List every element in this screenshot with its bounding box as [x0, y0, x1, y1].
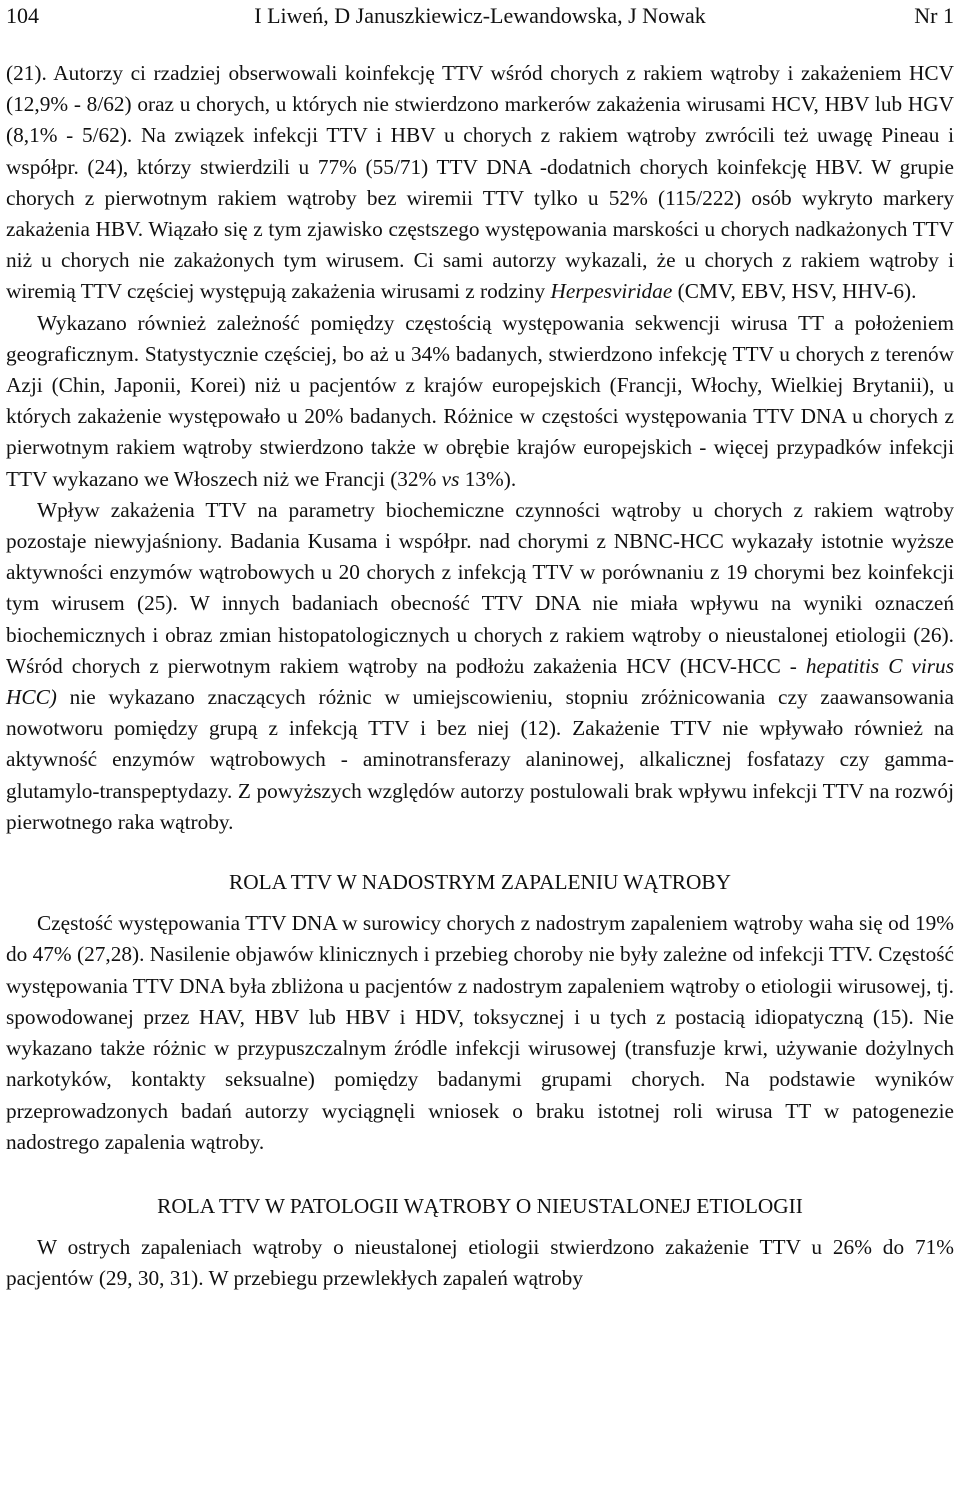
paragraph-1-end: (CMV, EBV, HSV, HHV-6). — [672, 279, 917, 304]
running-authors: I Liweń, D Januszkiewicz-Lewandowska, J Nowak — [254, 3, 706, 28]
paragraph-1 — [6, 58, 954, 308]
paragraph-1-text: (21). Autorzy ci rzadziej obserwowali koinfekcję TTV wśród chorych z rakiem wątroby i zakażeniem HCV (12,9% - 8/62) oraz u chorych, u których nie stwierdzono markerów zakażenia wirusami HCV, HBV lub HGV (8,1% - 5/62). Na związek infekcji TTV i HBV u chorych z rakiem wątroby zwrócili też uwagę Pineau i współpr. (24), którzy stwierdzili u 77% (55/71) TTV DNA -dodatnich chorych koinfekcję HBV. W grupie chorych z pierwotnym rakiem wątroby bez wiremii TTV tylko u 52% (115/222) osób wykryto markery zakażenia HBV. Wiązało się z tym zjawisko częstszego występowania marskości u chorych nadkażonych TTV niż u chorych nie zakażonych tym wirusem. Ci sami autorzy wykazali, że u chorych z rakiem wątroby i wiremią TTV częściej występują zakażenia wirusami z rodziny — [6, 61, 954, 304]
paragraph-3-italic: hepatitis C virus HCC) — [6, 653, 954, 710]
paragraph-2-italic: vs — [441, 466, 460, 491]
paragraph-1-italic: Herpesviridae — [550, 279, 673, 304]
section-heading-unknown-etiology: ROLA TTV W PATOLOGII WĄTROBY O NIEUSTALONEJ ETIOLOGII — [157, 1193, 803, 1218]
running-header — [6, 2, 954, 30]
section-heading-acute-hepatitis: ROLA TTV W NADOSTRYM ZAPALENIU WĄTROBY — [229, 870, 731, 895]
paragraph-4: Częstość występowania TTV DNA w surowicy chorych z nadostrym zapaleniem wątroby waha się od 19% do 47% (27,28). Nasilenie objawów klinicznych i przebieg choroby nie były zależne od infekcji TTV. Częstość występowania TTV DNA była zbliżona u pacjentów z nadostrym zapaleniem wątroby o etiologii wirusowej, tj. spowodowanej przez HAV, HBV lub HBV i HDV, toksycznej i u tych z postacią idiopatyczną (15). Nie wykazano także różnic w przypuszczalnym źródle infekcji wirusowej (transfuzje krwi, używanie dożylnych narkotyków, kontakty seksualne) pomiędzy badanymi grupami chorych. Na podstawie wyników przeprowadzonych badań autorzy wyciągnęli wniosek o braku istotnej roli wirusa TT w patogenezie nadostrego zapalenia wątroby. — [6, 911, 954, 1154]
paragraph-5: W ostrych zapaleniach wątroby o nieustalonej etiologii stwierdzono zakażenie TTV u 26% do 71% pacjentów (29, 30, 31). W przebiegu przewlekłych zapaleń wątroby — [6, 1235, 954, 1291]
paragraph-2 — [6, 308, 954, 495]
issue-number: Nr 1 — [914, 3, 954, 28]
paragraph-2-text: Wykazano również zależność pomiędzy częstością występowania sekwencji wirusa TT a położeniem geograficznym. Statystycznie częściej, bo aż u 34% badanych, stwierdzono infekcję TTV u chorych z terenów Azji (Chin, Japonii, Korei) niż u pacjentów z krajów europejskich (Francji, Włochy, Wielkiej Brytanii), u których zakażenie występowało u 20% badanych. Różnice w częstości występowania TTV DNA u chorych z pierwotnym rakiem wątroby stwierdzono także w obrębie krajów europejskich - więcej przypadków infekcji TTV wykazano we Włoszech niż we Francji (32% — [6, 310, 954, 491]
paragraph-2-end: 13%). — [459, 466, 517, 491]
page-number: 104 — [6, 3, 39, 28]
paragraph-3 — [6, 495, 954, 838]
paragraph-3-end: nie wykazano znaczących różnic w umiejscowieniu, stopniu zróżnicowania czy zaawansowania nowotworu pomiędzy grupą z infekcją TTV i bez niej (12). Zakażenie TTV nie wpływało również na aktywność enzymów wątrobowych - aminotransferazy alaninowej, alkalicznej fosfatazy czy gamma-glutamylo-transpeptydazy. Z powyższych względów autorzy postulowali brak wpływu infekcji TTV na rozwój pierwotnego raka wątroby. — [6, 685, 954, 834]
paragraph-3-text: Wpływ zakażenia TTV na parametry biochemiczne czynności wątroby u chorych z rakiem wątroby pozostaje niewyjaśniony. Badania Kusama i współpr. nad chorymi z NBNC-HCC wykazały istotnie wyższe aktywności enzymów wątrobowych u 20 chorych z infekcją TTV w porównaniu z 19 chorymi bez koinfekcji tym wirusem (25). W innych badaniach obecność TTV DNA nie miała wpływu na wyniki oznaczeń biochemicznych i obraz zmian histopatologicznych u chorych z rakiem wątroby o nieustalonej etiologii (26). Wśród chorych z pierwotnym rakiem wątroby na podłożu zakażenia HCV (HCV-HCC - — [6, 497, 954, 678]
article-body — [6, 58, 954, 1295]
